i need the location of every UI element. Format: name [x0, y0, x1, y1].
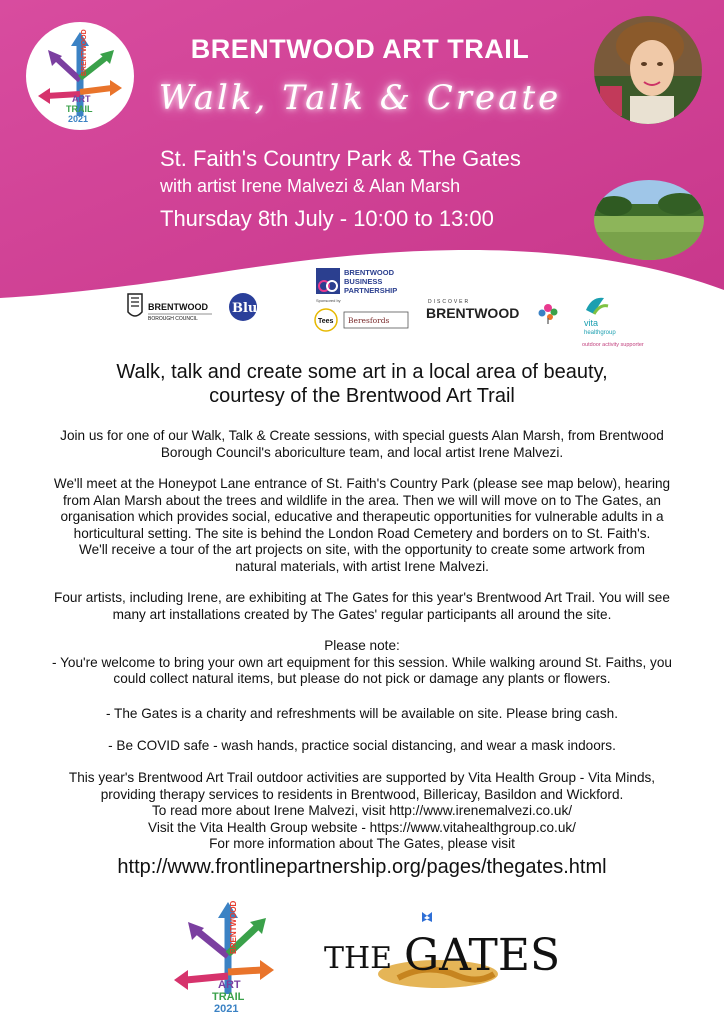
text-line[interactable]: Visit the Vita Health Group website - https://www.vitahealthgroup.co.uk/: [148, 819, 576, 835]
text-line: Borough Council's aboriculture team, and local artist Irene Malvezi.: [160, 444, 564, 460]
text-line: natural materials, with artist Irene Malvezi.: [235, 558, 489, 574]
text-line: providing therapy services to residents in Brentwood, Billericay, Basildon and Wickford.: [100, 786, 624, 802]
svg-text:2021: 2021: [214, 1003, 239, 1015]
brentwood-business-partnership-logo: [314, 266, 410, 336]
paragraph-sessions: [20, 428, 704, 461]
svg-text:2021: 2021: [68, 114, 89, 124]
text-line: Four artists, including Irene, are exhibiting at The Gates for this year's Brentwood Art Trail. You will see: [54, 590, 670, 605]
text-line: organisation which provides social, educative and therapeutic opportunities for vulnerable adults in a: [60, 509, 664, 524]
svg-text:GATES: GATES: [404, 930, 561, 981]
gates-url-link[interactable]: http://www.frontlinepartnership.org/pages/thegates.html: [117, 856, 607, 878]
text-line: many art installations created by The Gates' regular participants all around the site.: [112, 606, 612, 622]
paragraph-supporters: [20, 770, 704, 853]
paragraph-meeting: [20, 476, 704, 575]
svg-text:BRENTWOOD: BRENTWOOD: [344, 268, 394, 277]
brentwood-council-logo: [124, 288, 216, 328]
svg-text:healthgroup: healthgroup: [584, 330, 616, 336]
svg-text:Tees: Tees: [318, 318, 334, 325]
intro-line: courtesy of the Brentwood Art Trail: [209, 385, 515, 407]
art-trail-logo-bottom: [170, 896, 280, 1016]
event-title: BRENTWOOD ART TRAIL: [190, 34, 530, 64]
text-line: We'll receive a tour of the art projects on site, with the opportunity to create some artwork from: [79, 542, 645, 557]
event-artists: with artist Irene Malvezi & Alan Marsh: [160, 176, 461, 196]
event-header: [0, 0, 724, 348]
svg-text:DISCOVER: DISCOVER: [428, 299, 471, 305]
svg-text:BUSINESS: BUSINESS: [344, 277, 383, 286]
event-script-title: Walk, Talk & Create: [158, 78, 562, 118]
blue-serif-logo: [228, 292, 300, 322]
svg-text:PARTNERSHIP: PARTNERSHIP: [344, 286, 398, 295]
svg-text:BOROUGH COUNCIL: BOROUGH COUNCIL: [148, 316, 198, 322]
event-date: Thursday 8th July - 10:00 to 13:00: [160, 206, 494, 231]
notes-title: Please note:: [324, 638, 400, 653]
svg-text:ART: ART: [218, 979, 241, 991]
text-line: Join us for one of our Walk, Talk & Create sessions, with special guests Alan Marsh, from Brentwood: [60, 428, 664, 443]
svg-text:vita: vita: [584, 318, 599, 328]
text-line: For more information about The Gates, please visit: [209, 836, 515, 851]
svg-text:Sponsored by: Sponsored by: [316, 298, 341, 303]
svg-text:TRAIL: TRAIL: [212, 991, 245, 1003]
artist-photo: [594, 16, 702, 124]
svg-text:BRENTWOOD: BRENTWOOD: [148, 302, 208, 312]
intro-heading: [30, 360, 694, 408]
text-line: could collect natural items, but please do not pick or damage any plants or flowers.: [113, 671, 611, 686]
svg-text:BlueSerif: BlueSerif: [232, 301, 300, 316]
svg-text:BRENTWOOD: BRENTWOOD: [81, 29, 88, 76]
text-line: This year's Brentwood Art Trail outdoor activities are supported by Vita Health Group - Vita Minds,: [68, 770, 656, 785]
svg-text:ART: ART: [72, 94, 91, 104]
note-covid: - Be COVID safe - wash hands, practice social distancing, and wear a mask indoors.: [108, 738, 616, 753]
svg-text:BRENTWOOD: BRENTWOOD: [426, 305, 520, 321]
text-line: - You're welcome to bring your own art equipment for this session. While walking around St. Faiths, you: [52, 654, 672, 670]
park-photo: [594, 180, 704, 260]
text-line[interactable]: To read more about Irene Malvezi, visit http://www.irenemalvezi.co.uk/: [151, 803, 573, 818]
text-line: horticultural setting. The site is behind the London Road Cemetery and borders on to St. Faith's.: [73, 525, 651, 541]
art-trail-logo: [26, 22, 134, 130]
text-line: We'll meet at the Honeypot Lane entrance of St. Faith's Country Park (please see map below), hearing: [53, 476, 671, 491]
vita-health-group-logo: [582, 292, 682, 348]
discover-brentwood-logo: [426, 296, 560, 324]
svg-text:THE: THE: [324, 941, 393, 976]
text-line: from Alan Marsh about the trees and wildlife in the area. Then we will will move on to The Gates, an: [63, 492, 661, 508]
event-location: St. Faith's Country Park & The Gates: [160, 146, 521, 171]
svg-text:BRENTWOOD: BRENTWOOD: [229, 900, 238, 954]
svg-text:Beresfords: Beresfords: [348, 316, 390, 325]
note-charity: - The Gates is a charity and refreshments will be available on site. Please bring cash.: [105, 706, 619, 721]
paragraph-artists: [20, 590, 704, 623]
intro-line: Walk, talk and create some art in a local area of beauty,: [116, 361, 608, 383]
the-gates-logo: [318, 904, 568, 1004]
svg-text:outdoor activity supporter: outdoor activity supporter: [582, 342, 644, 348]
svg-text:TRAIL: TRAIL: [66, 104, 93, 114]
notes-section: [20, 638, 704, 688]
